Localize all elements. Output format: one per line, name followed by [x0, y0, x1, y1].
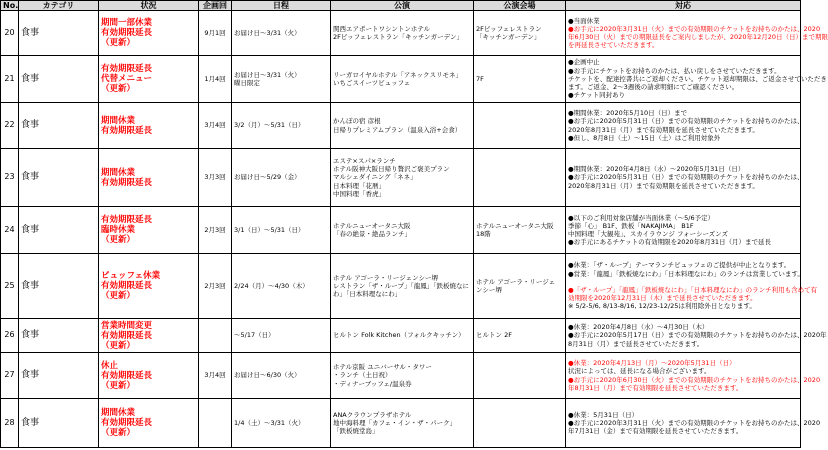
row-schedule — [232, 56, 331, 103]
row-schedule — [232, 11, 331, 56]
cell-line: ビュッフェ休業 — [101, 271, 161, 281]
cell-line: ●「ザ・ループ」「龍鳳」「鉄板焼なにわ」「日本料理なにわ」のランチ利用も含めて有 — [568, 286, 818, 294]
table-row — [1, 353, 801, 399]
cell-line: 8月31日（月）まで延長させていただきます。 — [568, 339, 704, 348]
row-venue — [474, 399, 566, 448]
cell-line: （更新） — [101, 38, 136, 48]
cell-line: 代替メニュー — [101, 74, 153, 84]
row-plan: 2月3回 — [199, 254, 232, 319]
cell-line: 期間休業 — [101, 167, 136, 178]
row-venue — [474, 149, 566, 207]
cell-line: 期間休業 — [101, 408, 136, 418]
cell-line: お届け日～3/31（火） — [234, 70, 301, 79]
header-response: 対応 — [566, 1, 801, 11]
row-number: 22 — [1, 103, 19, 149]
header-category: カテゴリ — [19, 1, 99, 11]
cell-line: 休止 — [101, 360, 119, 371]
row-number: 25 — [1, 254, 19, 319]
cell-line: ホテル アゴーラ・リージェ — [476, 277, 556, 286]
header-row — [1, 1, 801, 11]
row-number: 27 — [1, 353, 19, 399]
cell-line: 状況によっては、延長になる場合がございます。 — [568, 367, 711, 376]
row-venue — [474, 11, 566, 56]
cell-line: ・ディナーブッフェ/温泉券 — [333, 379, 412, 388]
cell-line: ●休業：2020年4月8日（水）～4月30日（木） — [568, 323, 709, 332]
cell-line: 18階 — [476, 230, 491, 238]
cell-line: 営業時間変更 — [101, 320, 153, 331]
row-response — [566, 56, 827, 103]
header-venue: 公演会場 — [474, 1, 566, 11]
header-show: 公演 — [331, 1, 474, 11]
cell-line: 「春の絶景・絶品ランチ」 — [333, 230, 411, 238]
cell-line: ●期間休業：2020年5月10日（日）まで — [568, 109, 688, 118]
cell-line: 曜日限定 — [234, 79, 260, 87]
row-show — [331, 11, 474, 56]
table-row — [1, 149, 801, 207]
row-show — [331, 353, 474, 399]
cell-line: チケットを、配達控書共にご返却ください。チケット返却期限は、ご返金させていただき — [568, 74, 827, 83]
cell-line: 有効期限延長 — [101, 215, 153, 225]
cell-line: 臨時休業 — [101, 225, 136, 235]
row-response — [566, 207, 801, 254]
cell-line: ンシー堺 — [476, 286, 502, 294]
cell-line: ●お手元に2020年5月31日（日）までの有効期限のチケットをお持ちのかたは、 — [568, 173, 804, 182]
cell-line: 2Fビッフェレストラン — [476, 24, 542, 33]
cell-line: ※ 5/2-5/6, 8/13-8/16, 12/23-12/25は利用除外日となります。 — [568, 302, 756, 311]
row-status — [99, 254, 199, 319]
cell-line: ホテル阪神大阪日帰り贅沢ご褒美プラン — [333, 165, 450, 174]
row-plan — [199, 319, 232, 353]
cell-line: かんぽの宿 彦根 — [333, 117, 381, 126]
table-row — [1, 56, 801, 103]
row-number: 20 — [1, 11, 19, 56]
row-venue — [474, 319, 566, 353]
row-venue — [474, 56, 566, 103]
row-number: 23 — [1, 149, 19, 207]
row-number: 21 — [1, 56, 19, 103]
row-show — [331, 254, 474, 319]
cell-line: 季節「心」 B1F、鉄板「NAKAJIMA」 B1F — [568, 221, 694, 230]
cell-line: ●お手元に2020年5月31日（日）までの有効期限のチケットをお持ちのかたは、 — [568, 117, 804, 126]
row-show — [331, 56, 474, 103]
cell-line: 7F — [476, 74, 484, 83]
cell-line: 2/24（月）～4/30（木） — [234, 281, 309, 290]
row-status — [99, 11, 199, 56]
cell-line: エステ×スパ×ランチ — [333, 156, 396, 165]
cell-line: 日本料理「花暦」 — [333, 181, 385, 190]
cell-line: 有効期限延長 — [101, 64, 153, 74]
row-category: 食事 — [19, 103, 99, 149]
row-plan: 9月1回 — [199, 11, 232, 56]
cell-line: 有効期限延長 — [101, 281, 153, 291]
row-show — [331, 103, 474, 149]
header-status: 状況 — [99, 1, 199, 11]
cell-line: ●お手元に2020年6月30日（火）までの有効期限のチケットをお持ちのかたは、2020 — [568, 375, 821, 384]
row-schedule — [232, 319, 331, 353]
row-show — [331, 149, 474, 207]
cell-line: 3/2（月）～5/31（日） — [234, 121, 305, 130]
cell-line: ●企画中止 — [568, 58, 600, 67]
header-no: No. — [1, 1, 19, 11]
cell-line: ホテル アゴーラ・リージェンシー堺 — [333, 273, 438, 282]
cell-line: 有効期限延長 — [101, 125, 153, 136]
cell-line: 3/1（日）～5/31（日） — [234, 225, 305, 234]
cell-line: 中国料理「香虎」 — [333, 189, 385, 198]
cell-line: 「鉄板焼堂島」 — [333, 427, 379, 436]
cell-line: 期間休業 — [101, 115, 136, 126]
row-schedule — [232, 149, 331, 207]
row-category: 食事 — [19, 353, 99, 399]
row-status — [99, 353, 199, 399]
row-venue — [474, 254, 566, 319]
cell-line: 日帰りプレミアムプラン（温泉入浴+会食） — [333, 125, 462, 134]
cell-line: 1/4（土）～3/31（火） — [234, 418, 305, 427]
row-schedule — [232, 399, 331, 448]
table-row — [1, 103, 801, 149]
cell-line: リーガロイヤルホテル「アネックスリモネ」 — [333, 70, 462, 79]
cell-line: ホテルニューオータニ大阪 — [476, 221, 554, 230]
cell-line: 有効期限延長 — [101, 330, 153, 341]
cell-line: ・ランチ（土日祝） — [333, 371, 392, 380]
row-venue — [474, 103, 566, 149]
cell-line: （更新） — [101, 380, 136, 391]
row-response — [566, 11, 828, 56]
cell-line: 有効期限延長 — [101, 370, 153, 381]
table-row — [1, 319, 801, 353]
table-row — [1, 399, 801, 448]
row-category: 食事 — [19, 149, 99, 207]
cell-line: ●但し、8月8日（土）～15日（土）はご利用対象外 — [568, 133, 721, 142]
cell-line: お届け日～6/30（火） — [234, 371, 301, 380]
table-row — [1, 207, 801, 254]
cell-line: 有効期限延長 — [101, 177, 153, 188]
cell-line: 年7月31日（金）まで有効期限を延長させていただきます。 — [568, 427, 743, 436]
cell-line: ●以下のご利用対象店舗が当面休業（～5/6予定） — [568, 213, 715, 222]
row-response — [566, 149, 804, 207]
cell-line: ●お手元に2020年3月31日（火）までの有効期限のチケットをお持ちのかたは、2020 — [568, 24, 821, 33]
cell-line: ANAクラウンプラザホテル — [333, 410, 412, 419]
cell-line: 「キッチンガーデン」 — [476, 33, 541, 41]
row-schedule — [232, 207, 331, 254]
row-show — [331, 319, 474, 353]
cell-line: お届け日～3/31（火） — [234, 28, 301, 37]
cell-line: 年8月31日（月）まで有効期限を延長させていただきます。 — [568, 383, 743, 392]
cell-line: （更新） — [101, 235, 136, 245]
cell-line: レストラン「ザ・ループ」「龍鳳」「鉄板焼なにわ」「日本料理なにわ」 — [333, 281, 469, 299]
row-number: 28 — [1, 399, 19, 448]
cell-line: いちごスイーツビュッフェ — [333, 79, 411, 87]
cell-line: 有効期限延長 — [101, 418, 153, 428]
cell-line: 中国料理「大観苑」、スカイラウンジ フォーシーズンズ — [568, 230, 728, 238]
cell-line: ●当面休業 — [568, 16, 600, 25]
row-number: 24 — [1, 207, 19, 254]
cell-line: （更新） — [101, 428, 136, 438]
row-category: 食事 — [19, 56, 99, 103]
cell-line: 2020年8月31日（月）まで有効期限を延長させていただきます。 — [568, 181, 759, 190]
row-response — [566, 399, 821, 448]
cell-line: ●休業：「ザ・ループ」テーマランチビュッフェのご提供が中止となります。 — [568, 261, 791, 270]
cell-line: 期間一部休業 — [101, 18, 153, 28]
row-number: 26 — [1, 319, 19, 353]
table-row — [1, 11, 801, 56]
row-category: 食事 — [19, 207, 99, 254]
cell-line: ●お手元にチケットをお持ちのかたは、払い戻しをさせていただきます。 — [568, 66, 781, 75]
cell-line: ホテル京阪 ユニバーサル・タワー — [333, 363, 432, 372]
cell-line: ●お手元に2020年5月17日（日）までの有効期限のチケットをお持ちのかたは、2020年 — [568, 331, 827, 340]
header-schedule: 日程 — [232, 1, 331, 11]
row-response — [566, 254, 818, 319]
row-status — [99, 56, 199, 103]
row-status — [99, 149, 199, 207]
row-show — [331, 399, 474, 448]
cell-line: お届け日～5/29（金） — [234, 173, 301, 182]
row-schedule — [232, 353, 331, 399]
cell-line: ～5/17（日） — [234, 331, 275, 340]
row-status — [99, 207, 199, 254]
cell-line: ●休業：5月31日（日） — [568, 410, 639, 419]
cell-line: 年6月30日（火）までの期限延長をご案内しましたが、2020年12月20日（日）まで期限 — [568, 33, 828, 41]
row-schedule — [232, 254, 331, 319]
row-status — [99, 319, 199, 353]
row-venue — [474, 353, 566, 399]
cell-line: ●お手元に2020年3月31日（火）までの有効期限のチケットをお持ちのかたは、2020 — [568, 418, 821, 427]
row-response — [566, 103, 804, 149]
row-show — [331, 207, 474, 254]
cell-line: ●期間休業：2020年4月8日（水）～2020年5月31日（日） — [568, 165, 745, 174]
cell-line: 2020年8月31日（月）まで有効期限を延長させていただきます。 — [568, 125, 759, 134]
row-venue — [474, 207, 566, 254]
row-plan: 3月4回 — [199, 103, 232, 149]
cell-line: ●お手元にあるチケットの有効期限を2020年8月31日（月）まで延長 — [568, 238, 772, 247]
cell-line: マルシェダイニング「ネネ」 — [333, 173, 417, 182]
row-category: 食事 — [19, 399, 99, 448]
row-plan: 3月3回 — [199, 149, 232, 207]
row-category: 食事 — [19, 11, 99, 56]
cell-line: ホテルニューオータニ大阪 — [333, 221, 411, 230]
row-response — [566, 319, 827, 353]
row-category: 食事 — [19, 254, 99, 319]
cell-line: ヒルトン Folk Kitchen（フォルクキッチン） — [333, 331, 465, 340]
table-row — [1, 254, 801, 319]
row-plan: 2月3回 — [199, 207, 232, 254]
row-plan: 1月4回 — [199, 56, 232, 103]
cell-line: 効期限を2020年12月31日（木）まで延長させていただきます。 — [568, 294, 757, 303]
cell-line: ●営業：「龍鳳」「鉄板焼なにわ」「日本料理なにわ」のランチは営業しています。 — [568, 269, 804, 278]
cell-line: 地中海料理「カフェ・イン・ザ・パーク」 — [333, 418, 457, 427]
cell-line: ヒルトン 2F — [476, 331, 512, 340]
header-plan: 企画回 — [199, 1, 232, 11]
row-category: 食事 — [19, 319, 99, 353]
row-plan — [199, 399, 232, 448]
row-status — [99, 399, 199, 448]
cell-line: （更新） — [101, 340, 136, 351]
cell-line: 有効期限延長 — [101, 28, 153, 38]
cell-line: ●休業：2020年4月13日（月）～2020年5月31日（日） — [568, 359, 736, 368]
cell-line — [568, 278, 798, 286]
row-plan: 3月4回 — [199, 353, 232, 399]
cell-line: ます。ご返金、2～3週後の請求明細にてご確認ください。 — [568, 83, 739, 92]
row-schedule — [232, 103, 331, 149]
cell-line: 関西エアポートワシントンホテル — [333, 24, 431, 33]
cell-line: を再延長させていただきます。 — [568, 41, 659, 50]
cell-line: ●チケット同封あり — [568, 91, 626, 100]
cell-line: 2Fビッフェレストラン「キッチンガーデン」 — [333, 33, 464, 41]
row-response — [566, 353, 821, 399]
cell-line: （更新） — [101, 84, 136, 94]
row-status — [99, 103, 199, 149]
cell-line: （更新） — [101, 291, 136, 301]
